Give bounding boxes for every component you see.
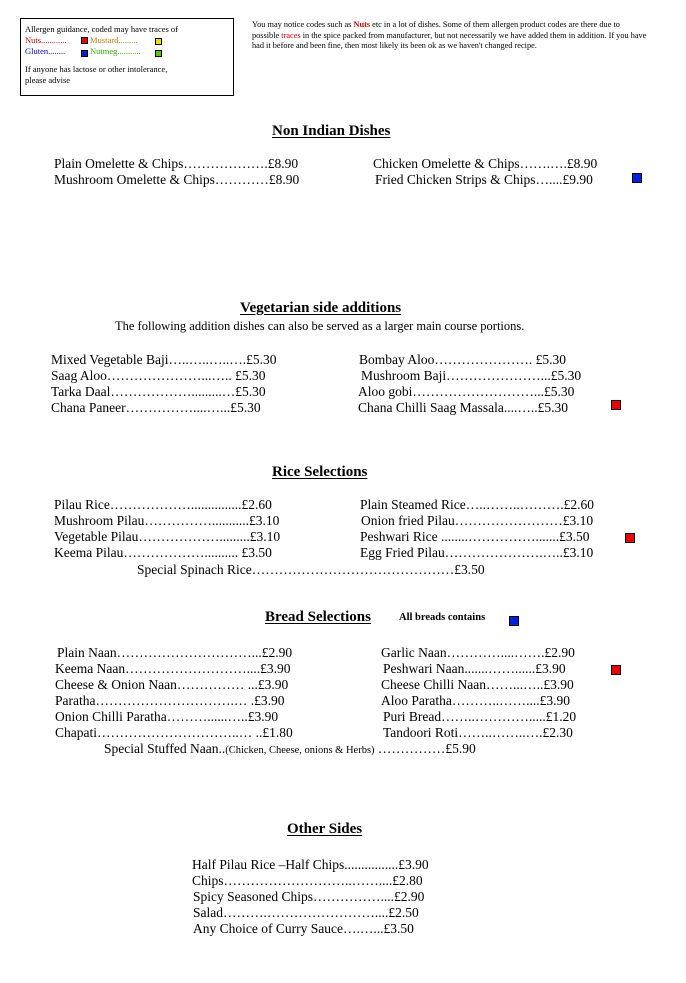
menu-item: Salad……….……………………....£2.50 xyxy=(193,905,419,920)
menu-item: Cheese & Onion Naan…………… ...£3.90 xyxy=(55,677,289,692)
bread-heading: Bread Selections xyxy=(265,609,371,625)
special-naan-name: Special Stuffed Naan.. xyxy=(104,741,226,756)
lactose-note-line-2: please advise xyxy=(25,75,71,85)
other-heading: Other Sides xyxy=(287,821,363,837)
menu-item: Saag Aloo…………………...….. £5.30 xyxy=(51,368,266,383)
special-naan-price: ……………£5.90 xyxy=(374,741,476,756)
menu-item: Puri Bread……..………….....£1.20 xyxy=(383,709,577,724)
special-naan-detail: (Chicken, Cheese, onions & Herbs) xyxy=(225,745,375,756)
legend-title: Allergen guidance, coded may have traces of xyxy=(25,24,179,34)
menu-item: Chapati…………………………..… ..£1.80 xyxy=(55,725,293,740)
menu-item: Paratha………………………….… .£3.90 xyxy=(55,693,285,708)
gluten-blue-square-icon xyxy=(632,173,642,183)
menu-item: Keema Pilau……………….......... £3.50 xyxy=(54,545,272,560)
menu-item: Mushroom Omelette & Chips…………£8.90 xyxy=(54,172,300,187)
legend-lactose-1 xyxy=(25,64,229,75)
menu-item: Tarka Daal……………….........…£5.30 xyxy=(51,384,266,399)
note-nuts: Nuts xyxy=(353,20,371,29)
menu-item: Plain Steamed Rice…..……..……….£2.60 xyxy=(360,497,594,512)
menu-item: Vegetable Pilau……………….........£3.10 xyxy=(54,529,281,544)
veg-subheading: The following addition dishes can also be served as a larger main course portions. xyxy=(115,319,525,333)
legend-row-2 xyxy=(25,46,229,57)
legend-mustard: Mustard......... xyxy=(90,35,138,45)
nuts-red-square-icon xyxy=(625,533,635,543)
bread-note: All breads contains xyxy=(399,612,486,623)
nutmeg-green-square-icon xyxy=(155,50,162,57)
menu-item: Mushroom Baji…………………...£5.30 xyxy=(361,368,582,383)
menu-item: Chana Chilli Saag Massala....…..£5.30 xyxy=(358,400,568,415)
legend-title-row xyxy=(25,24,229,35)
menu-item: Chips………………………..……....£2.80 xyxy=(192,873,423,888)
menu-item: Plain Naan…………………………...£2.90 xyxy=(57,645,293,660)
allergen-legend xyxy=(20,18,234,96)
gluten-blue-square-icon xyxy=(81,50,88,57)
menu-item: Onion Chilli Paratha………......…..£3.90 xyxy=(55,709,279,724)
menu-item: Chicken Omelette & Chips…….….£8.90 xyxy=(373,156,598,171)
menu-item: Any Choice of Curry Sauce….…...£3.50 xyxy=(193,921,414,936)
lactose-note-line-1: If anyone has lactose or other intolerance, xyxy=(25,64,168,74)
note-text-2: etc in a lot of dishes. Some of them allergen product codes are there due to possible xyxy=(252,20,620,40)
legend-nutmeg: Nutmeg........... xyxy=(90,46,141,56)
menu-item: Bombay Aloo…………………. £5.30 xyxy=(359,352,567,367)
allergen-note xyxy=(252,20,647,52)
menu-item-special: Special Spinach Rice………………………………………£3.50 xyxy=(137,562,485,577)
nuts-red-square-icon xyxy=(81,37,88,44)
note-traces: traces xyxy=(281,30,301,40)
menu-item: Spicy Seasoned Chips……………....£2.90 xyxy=(193,889,425,904)
legend-gluten: Gluten........ xyxy=(25,46,66,56)
menu-item: Pilau Rice………………...............£2.60 xyxy=(54,497,272,512)
menu-item: Garlic Naan…………....…….£2.90 xyxy=(381,645,575,660)
menu-item-special xyxy=(104,741,476,759)
legend-lactose-2 xyxy=(25,75,229,86)
non-indian-heading: Non Indian Dishes xyxy=(272,123,391,139)
nuts-red-square-icon xyxy=(611,665,621,675)
menu-item: Tandoori Roti……..……..….£2.30 xyxy=(383,725,573,740)
legend-nuts: Nuts............ xyxy=(25,35,67,45)
nuts-red-square-icon xyxy=(611,400,621,410)
menu-item: Mushroom Pilau……………...........£3.10 xyxy=(54,513,280,528)
menu-item: Half Pilau Rice –Half Chips................£3.90 xyxy=(192,857,429,872)
rice-heading: Rice Selections xyxy=(272,464,368,480)
menu-item: Cheese Chilli Naan……...…..£3.90 xyxy=(381,677,574,692)
menu-item: Peshwari Naan.......……......£3.90 xyxy=(383,661,566,676)
menu-item: Aloo gobi………………………...£5.30 xyxy=(358,384,575,399)
menu-item: Egg Fried Pilau………………….…..£3.10 xyxy=(360,545,594,560)
menu-item: Mixed Vegetable Baji…..…..…..….£5.30 xyxy=(51,352,277,367)
menu-item: Plain Omelette & Chips……………….£8.90 xyxy=(54,156,299,171)
menu-item: Onion fried Pilau……………………£3.10 xyxy=(361,513,594,528)
menu-item: Aloo Paratha………..……....£3.90 xyxy=(381,693,570,708)
note-text-3: in the spice packed from manufacturer, but not necessarily we have added them in addition. If you have had it before and been fine, then most likely its been ok as we haven't changed recipe. xyxy=(252,30,647,51)
legend-row-1 xyxy=(25,35,229,46)
gluten-blue-square-icon xyxy=(509,616,519,626)
legend-spacer xyxy=(25,57,229,64)
menu-item: Fried Chicken Strips & Chips…....£9.90 xyxy=(375,172,593,187)
menu-item: Keema Naan………………………....£3.90 xyxy=(55,661,291,676)
note-text-1: You may notice codes such as xyxy=(252,20,354,29)
mustard-yellow-square-icon xyxy=(155,38,162,45)
menu-item: Peshwari Rice ........…………….......£3.50 xyxy=(360,529,590,544)
veg-heading: Vegetarian side additions xyxy=(240,300,402,316)
menu-item: Chana Paneer……………....…...£5.30 xyxy=(51,400,261,415)
